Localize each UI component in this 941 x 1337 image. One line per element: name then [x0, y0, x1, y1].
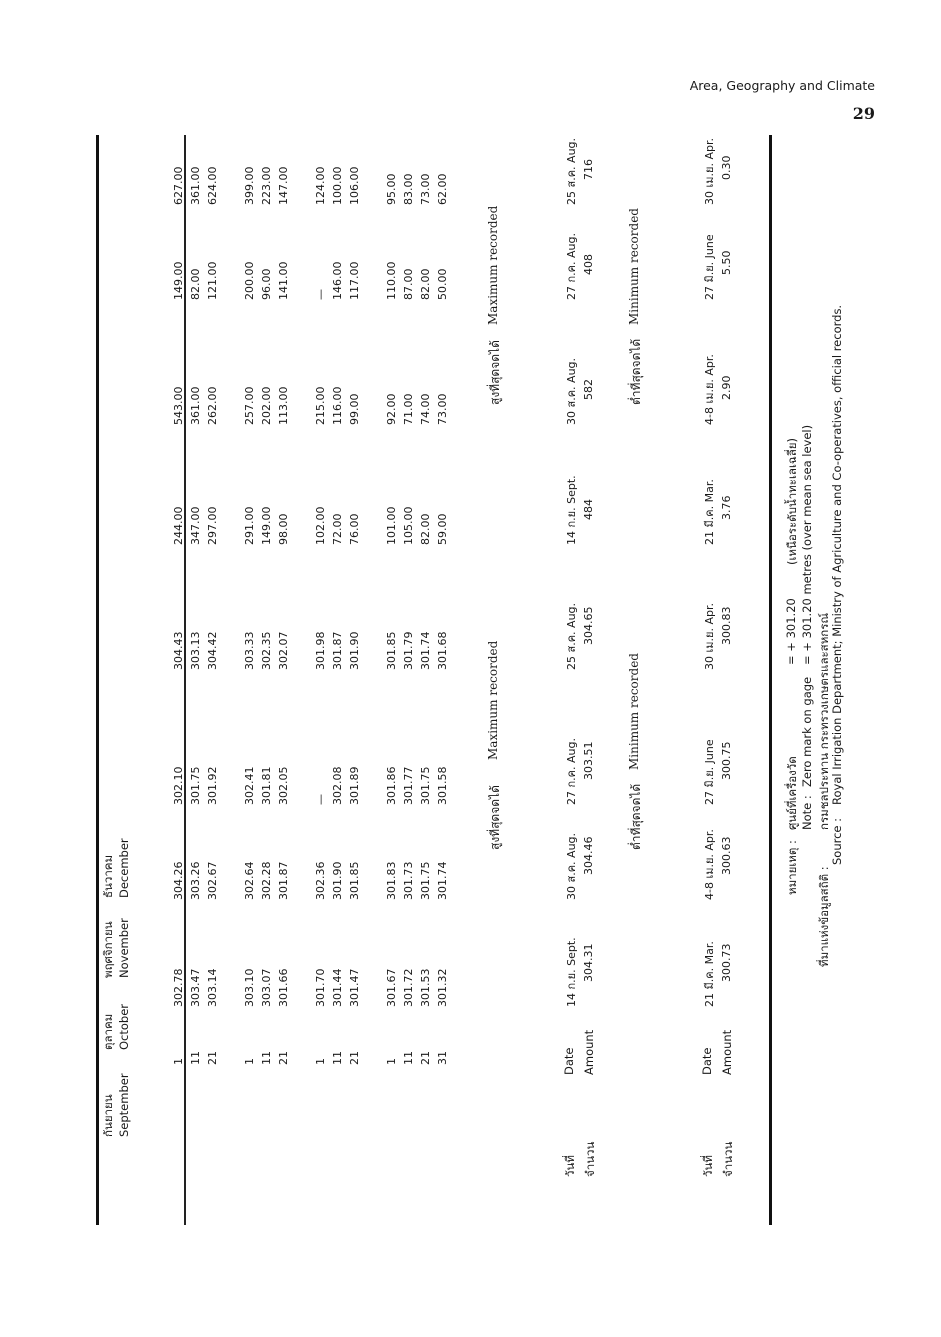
table-bottom-rule: [769, 135, 772, 1225]
table-cell: 303.33: [243, 631, 256, 670]
record-date: 4-8 เม.ย. Apr.: [703, 354, 716, 425]
table-cell: 257.00: [243, 386, 256, 425]
table-cell: 301.67: [385, 968, 398, 1007]
table-cell: 543.00: [172, 386, 185, 425]
table-cell: 303.14: [206, 968, 219, 1007]
record-date: 30 เม.ย. Apr.: [703, 138, 716, 205]
table-cell: 95.00: [385, 173, 398, 205]
table-cell: 361.00: [189, 386, 202, 425]
table-cell: 101.00: [385, 506, 398, 545]
source-text: Royal Irrigation Department; Ministry of Agriculture and Co-operatives, official records.: [830, 304, 844, 805]
month-thai-october: ตุลาคม: [101, 1013, 115, 1050]
table-cell: 141.00: [277, 261, 290, 300]
table-cell: 82.00: [419, 513, 432, 545]
record-amount: 3.76: [720, 495, 733, 520]
table-cell: 82.00: [189, 268, 202, 300]
table-cell: 304.43: [172, 631, 185, 670]
table-cell: 301.81: [260, 766, 273, 805]
table-cell: 110.00: [385, 261, 398, 300]
day-label: 31: [436, 1051, 449, 1065]
table-cell: 71.00: [402, 393, 415, 425]
month-english-november: November: [117, 918, 131, 978]
record-amount: 300.83: [720, 606, 733, 645]
month-english-december: December: [117, 838, 131, 898]
table-cell: 302.67: [206, 861, 219, 900]
table-cell: 117.00: [348, 261, 361, 300]
table-cell: 215.00: [314, 386, 327, 425]
note-text: Zero mark on gage: [800, 676, 814, 787]
table-cell: 301.70: [314, 968, 327, 1007]
table-cell: 627.00: [172, 166, 185, 205]
page-header-title: Area, Geography and Climate: [689, 78, 875, 93]
day-label: 11: [189, 1051, 202, 1065]
page-number: 29: [852, 104, 875, 123]
source-label: Source :: [830, 817, 844, 865]
min-caption-thai-right: ต่ำที่สุดจดได้: [629, 338, 643, 405]
table-cell: 301.90: [348, 631, 361, 670]
month-thai-september: กันยายน: [101, 1094, 115, 1137]
table-cell: 83.00: [402, 173, 415, 205]
day-label: 11: [260, 1051, 273, 1065]
table-cell: 361.00: [189, 166, 202, 205]
table-cell: 147.00: [277, 166, 290, 205]
min-caption-english: Minimum recorded: [627, 653, 641, 770]
note-value: = + 301.20 metres (over mean sea level): [800, 424, 814, 665]
day-label: 21: [419, 1051, 432, 1065]
table-cell: 301.73: [402, 861, 415, 900]
record-date: 25 ส.ค. Aug.: [565, 137, 578, 205]
table-cell: 301.98: [314, 631, 327, 670]
record-amount: 300.75: [720, 741, 733, 780]
table-cell: 87.00: [402, 268, 415, 300]
table-cell: 76.00: [348, 513, 361, 545]
table-cell: 223.00: [260, 166, 273, 205]
month-english-september: September: [117, 1073, 131, 1137]
table-cell: 301.53: [419, 968, 432, 1007]
table-cell: 73.00: [436, 393, 449, 425]
table-cell: 301.75: [419, 861, 432, 900]
table-top-rule: [96, 135, 99, 1225]
table-cell: 73.00: [419, 173, 432, 205]
table-cell: 303.07: [260, 968, 273, 1007]
table-cell: 96.00: [260, 268, 273, 300]
table-cell: 113.00: [277, 386, 290, 425]
table-cell: 301.74: [419, 631, 432, 670]
day-label: 21: [277, 1051, 290, 1065]
day-label: 1: [385, 1058, 398, 1065]
table-cell: 301.87: [331, 631, 344, 670]
table-cell: 116.00: [331, 386, 344, 425]
table-cell: 98.00: [277, 513, 290, 545]
table-cell: 301.90: [331, 861, 344, 900]
table-cell: 302.28: [260, 861, 273, 900]
table-cell: 124.00: [314, 166, 327, 205]
remark-thai-label: หมายเหตุ :: [785, 840, 799, 895]
record-date: 30 ส.ค. Aug.: [565, 357, 578, 425]
table-cell: 301.58: [436, 766, 449, 805]
table-cell: —: [314, 794, 327, 805]
table-cell: 301.68: [436, 631, 449, 670]
record-amount: 582: [582, 379, 595, 400]
max-date-label: Date: [562, 1047, 576, 1075]
max-date-thai: วันที่: [563, 1155, 577, 1177]
min-date-thai: วันที่: [701, 1155, 715, 1177]
table-cell: 74.00: [419, 393, 432, 425]
table-cell: 291.00: [243, 506, 256, 545]
record-date: 21 มี.ค. Mar.: [703, 479, 716, 545]
record-date: 27 มิ.ย. June: [703, 234, 716, 300]
min-date-label: Date: [700, 1047, 714, 1075]
source-thai-text: กรมชลประทาน กระทรวงเกษตรและสหกรณ์: [817, 612, 831, 830]
max-caption-thai-right: สูงที่สุดจดได้: [488, 340, 502, 405]
max-caption-thai: สูงที่สุดจดได้: [488, 785, 502, 850]
source-thai-label: ที่มาแห่งข้อมูลสถิติ :: [817, 866, 831, 967]
table-cell: 72.00: [331, 513, 344, 545]
table-cell: 50.00: [436, 268, 449, 300]
table-cell: 297.00: [206, 506, 219, 545]
table-cell: 347.00: [189, 506, 202, 545]
max-caption-english-right: Maximum recorded: [486, 205, 500, 325]
record-date: 27 มิ.ย. June: [703, 739, 716, 805]
table-cell: 303.10: [243, 968, 256, 1007]
min-amount-thai: จำนวน: [721, 1141, 735, 1177]
table-cell: 59.00: [436, 513, 449, 545]
month-thai-november: พฤศจิกายน: [101, 921, 115, 978]
table-cell: 303.13: [189, 631, 202, 670]
record-date: 30 ส.ค. Aug.: [565, 832, 578, 900]
table-cell: 121.00: [206, 261, 219, 300]
record-date: 27 ก.ค. Aug.: [565, 233, 578, 300]
table-cell: —: [314, 289, 327, 300]
record-amount: 303.51: [582, 741, 595, 780]
remark-value: = + 301.20: [784, 598, 798, 665]
table-cell: 100.00: [331, 166, 344, 205]
table-cell: 303.47: [189, 968, 202, 1007]
record-date: 25 ส.ค. Aug.: [565, 602, 578, 670]
table-cell: 301.86: [385, 766, 398, 805]
month-english-october: October: [117, 1003, 131, 1050]
table-cell: 92.00: [385, 393, 398, 425]
record-amount: 304.31: [582, 943, 595, 982]
day-label: 11: [331, 1051, 344, 1065]
table-cell: 102.00: [314, 506, 327, 545]
record-date: 14 ก.ย. Sept.: [565, 937, 578, 1007]
table-cell: 304.42: [206, 631, 219, 670]
table-cell: 302.78: [172, 968, 185, 1007]
table-cell: 302.64: [243, 861, 256, 900]
table-cell: 200.00: [243, 261, 256, 300]
table-cell: 301.66: [277, 968, 290, 1007]
table-cell: 202.00: [260, 386, 273, 425]
table-cell: 301.32: [436, 968, 449, 1007]
remark-thai-suffix: (เหนือระดับน้ำทะเลเฉลี่ย): [785, 438, 799, 565]
table-cell: 302.10: [172, 766, 185, 805]
record-amount: 716: [582, 159, 595, 180]
record-amount: 5.50: [720, 250, 733, 275]
table-cell: 82.00: [419, 268, 432, 300]
table-cell: 146.00: [331, 261, 344, 300]
table-cell: 304.26: [172, 861, 185, 900]
day-label: 1: [172, 1058, 185, 1065]
table-cell: 301.72: [402, 968, 415, 1007]
record-date: 21 มี.ค. Mar.: [703, 941, 716, 1007]
record-amount: 300.73: [720, 943, 733, 982]
note-label: Note :: [800, 795, 814, 830]
max-amount-thai: จำนวน: [583, 1141, 597, 1177]
record-amount: 304.46: [582, 836, 595, 875]
table-cell: 244.00: [172, 506, 185, 545]
table-cell: 301.89: [348, 766, 361, 805]
day-label: 1: [243, 1058, 256, 1065]
record-amount: 304.65: [582, 606, 595, 645]
month-thai-december: ธันวาคม: [101, 854, 115, 898]
remark-thai-text: ศูนย์ที่เครื่องวัด: [785, 756, 799, 830]
day-label: 21: [206, 1051, 219, 1065]
max-caption-english: Maximum recorded: [486, 640, 500, 760]
record-date: 30 เม.ย. Apr.: [703, 603, 716, 670]
table-cell: 301.74: [436, 861, 449, 900]
table-cell: 302.08: [331, 766, 344, 805]
table-cell: 302.05: [277, 766, 290, 805]
table-cell: 624.00: [206, 166, 219, 205]
table-cell: 301.87: [277, 861, 290, 900]
record-amount: 2.90: [720, 375, 733, 400]
table-cell: 149.00: [260, 506, 273, 545]
record-amount: 0.30: [720, 155, 733, 180]
record-amount: 484: [582, 499, 595, 520]
table-cell: 62.00: [436, 173, 449, 205]
table-cell: 301.77: [402, 766, 415, 805]
table-cell: 262.00: [206, 386, 219, 425]
rotated-table: [72, 135, 844, 1225]
table-cell: 399.00: [243, 166, 256, 205]
table-cell: 301.85: [348, 861, 361, 900]
record-date: 14 ก.ย. Sept.: [565, 475, 578, 545]
table-cell: 302.07: [277, 631, 290, 670]
table-cell: 106.00: [348, 166, 361, 205]
max-amount-label: Amount: [582, 1029, 596, 1075]
day-label: 11: [402, 1051, 415, 1065]
table-cell: 301.85: [385, 631, 398, 670]
record-date: 27 ก.ค. Aug.: [565, 738, 578, 805]
table-cell: 301.44: [331, 968, 344, 1007]
record-amount: 300.63: [720, 836, 733, 875]
table-cell: 301.83: [385, 861, 398, 900]
day-label: 21: [348, 1051, 361, 1065]
table-cell: 302.35: [260, 631, 273, 670]
table-cell: 301.47: [348, 968, 361, 1007]
table-cell: 105.00: [402, 506, 415, 545]
table-cell: 301.75: [419, 766, 432, 805]
table-cell: 301.92: [206, 766, 219, 805]
table-cell: 302.41: [243, 766, 256, 805]
min-caption-thai: ต่ำที่สุดจดได้: [629, 783, 643, 850]
table-cell: 302.36: [314, 861, 327, 900]
table-cell: 303.26: [189, 861, 202, 900]
min-amount-label: Amount: [720, 1029, 734, 1075]
day-label: 1: [314, 1058, 327, 1065]
table-cell: 99.00: [348, 393, 361, 425]
record-date: 4-8 เม.ย. Apr.: [703, 829, 716, 900]
table-cell: 301.79: [402, 631, 415, 670]
min-caption-english-right: Minimum recorded: [627, 208, 641, 325]
record-amount: 408: [582, 254, 595, 275]
table-cell: 301.75: [189, 766, 202, 805]
table-cell: 149.00: [172, 261, 185, 300]
